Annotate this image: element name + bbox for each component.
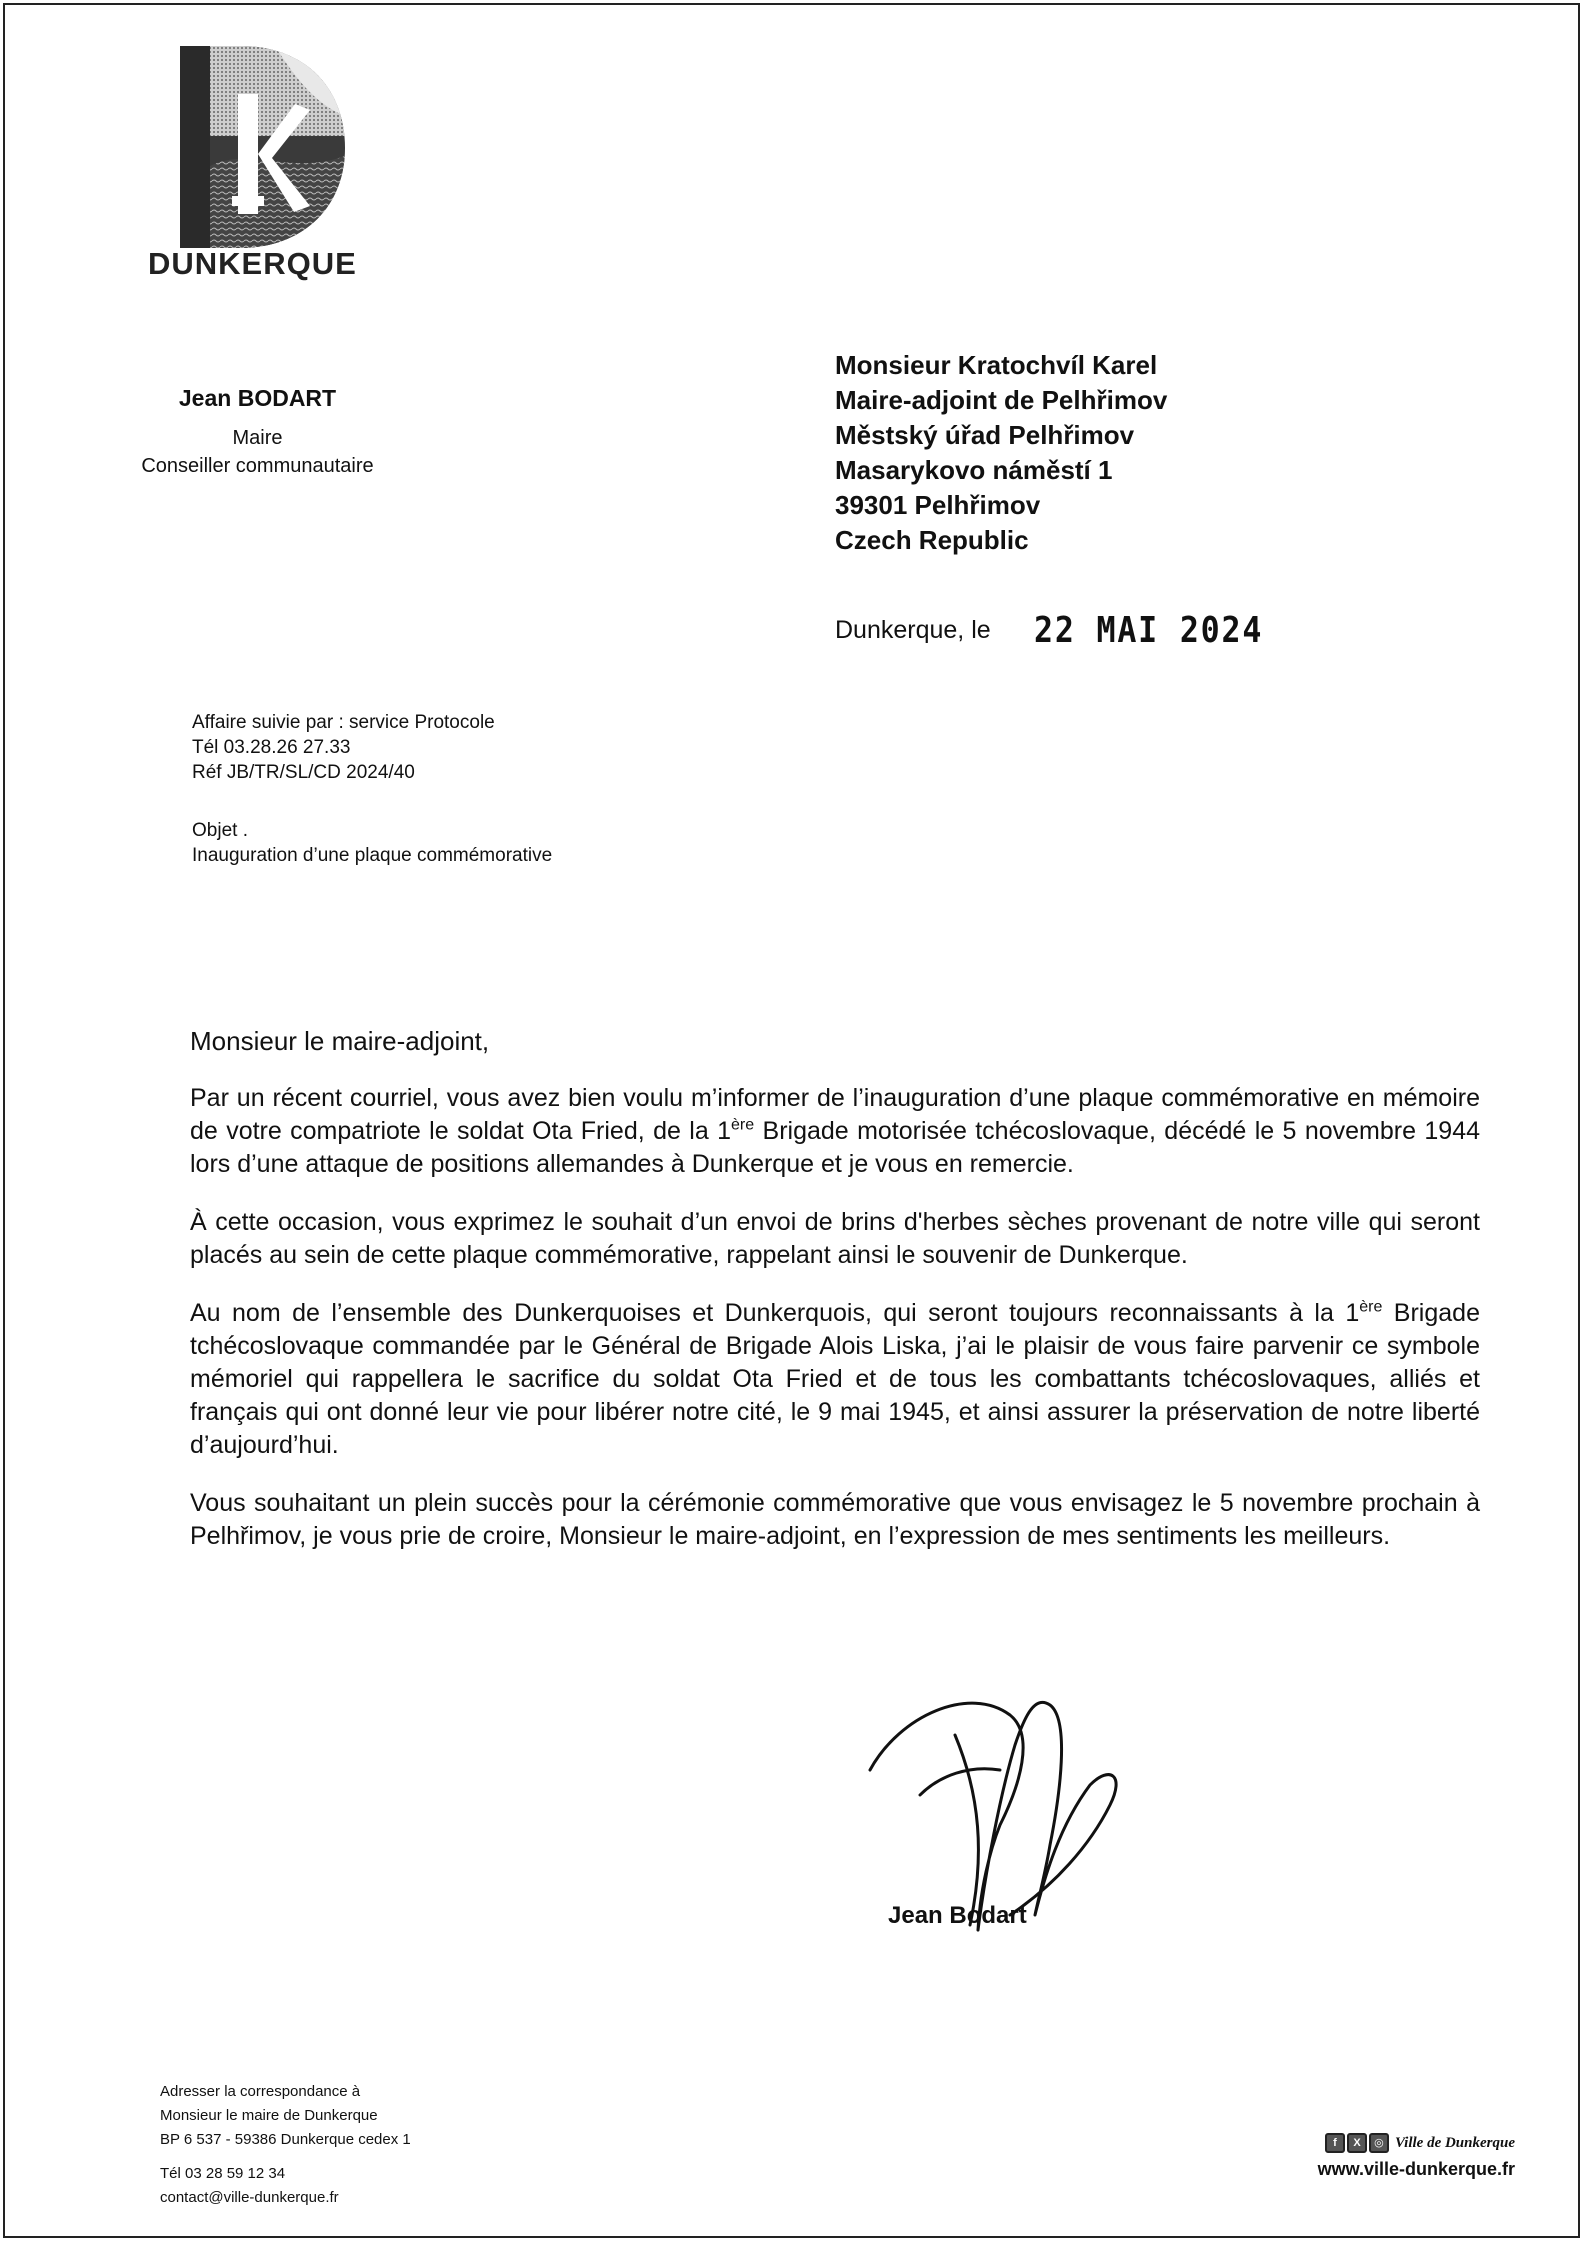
body-paragraph (190, 1082, 1480, 1181)
ordinal-suffix: ère (1359, 1298, 1383, 1316)
sender-name: Jean BODART (178, 385, 337, 411)
x-icon: X (1347, 2133, 1367, 2153)
facebook-icon: f (1325, 2133, 1345, 2153)
reference-line: Tél 03.28.26 27.33 (192, 737, 351, 758)
letter-body (190, 1025, 1480, 1578)
salutation: Monsieur le maire-adjoint, (190, 1026, 490, 1056)
logo-wordmark: DUNKERQUE (148, 246, 357, 281)
reference-line: Affaire suivie par : service Protocole (192, 712, 495, 733)
body-paragraph: À cette occasion, vous exprimez le souhait d’un envoi de brins d'herbes sèches provenant de notre ville qui seront placés au sein de cette plaque commémorative, rappelant ainsi le souvenir de Dunkerque. (190, 1208, 1480, 1269)
footer-address (160, 2080, 411, 2210)
footer-social (1285, 2133, 1515, 2180)
sender-role: Conseiller communautaire (141, 455, 374, 477)
reference-block (192, 710, 495, 785)
social-label: Ville de Dunkerque (1394, 2134, 1515, 2151)
recipient-address (835, 348, 1167, 558)
signer-name: Jean Bodart (888, 1902, 1027, 1929)
footer-phone: Tél 03 28 59 12 34 (160, 2165, 286, 2182)
paragraph-text: Par un récent courriel, vous avez bien voulu m’informer de l’inauguration d’une plaque commémorative en mémoire de votre compatriote le soldat Ota Fried, de la 1 (190, 1084, 1480, 1145)
sender-block (115, 385, 400, 480)
reference-line: Réf JB/TR/SL/CD 2024/40 (192, 762, 415, 783)
ordinal-suffix: ère (731, 1116, 755, 1134)
date-line (835, 610, 1294, 651)
footer-address-line: Adresser la correspondance à (160, 2083, 361, 2100)
date-stamp: 22 MAI 2024 (1033, 610, 1263, 651)
recipient-line: Monsieur Kratochvíl Karel (835, 350, 1158, 380)
body-paragraph: Vous souhaitant un plein succès pour la cérémonie commémorative que vous envisagez le 5 novembre prochain à Pelhřimov, je vous prie de croire, Monsieur le maire-adjoint, en l’expression de mes sentiments les meilleurs. (190, 1489, 1480, 1550)
recipient-line: Czech Republic (835, 525, 1029, 555)
recipient-line: 39301 Pelhřimov (835, 490, 1041, 520)
recipient-line: Maire-adjoint de Pelhřimov (835, 385, 1168, 415)
recipient-line: Městský úřad Pelhřimov (835, 420, 1135, 450)
footer-address-line: BP 6 537 - 59386 Dunkerque cedex 1 (160, 2131, 411, 2148)
object-text: Inauguration d’une plaque commémorative (192, 845, 553, 866)
dunkerque-logo-icon (180, 46, 345, 248)
paragraph-text: Brigade tchécoslovaque commandée par le Général de Brigade Alois Liska, j’ai le plaisir de vous faire parvenir ce symbole mémoriel qui rappellera le sacrifice du soldat Ota Fried et de tous les combattants tchécoslovaques, alliés et français qui ont donné leur vie pour libérer notre cité, le 9 mai 1945, et ainsi assurer la préservation de notre liberté d’aujourd’hui. (190, 1299, 1480, 1459)
handwritten-signature-icon (860, 1675, 1130, 1937)
body-paragraph (190, 1297, 1480, 1462)
website-link: www.ville-dunkerque.fr (1317, 2159, 1515, 2179)
object-block (192, 818, 552, 868)
instagram-icon: ◎ (1369, 2133, 1389, 2153)
sender-role: Maire (232, 427, 283, 449)
recipient-line: Masarykovo náměstí 1 (835, 455, 1113, 485)
paragraph-text: Au nom de l’ensemble des Dunkerquoises et Dunkerquois, qui seront toujours reconnaissants à la 1 (190, 1299, 1360, 1327)
footer-address-line: Monsieur le maire de Dunkerque (160, 2107, 378, 2124)
date-label: Dunkerque, le (835, 616, 991, 644)
footer-email: contact@ville-dunkerque.fr (160, 2189, 339, 2206)
paragraph-text: Brigade motorisée tchécoslovaque, décédé le 5 novembre 1944 lors d’une attaque de positions allemandes à Dunkerque et je vous en remercie. (190, 1117, 1480, 1178)
object-label: Objet . (192, 820, 248, 841)
